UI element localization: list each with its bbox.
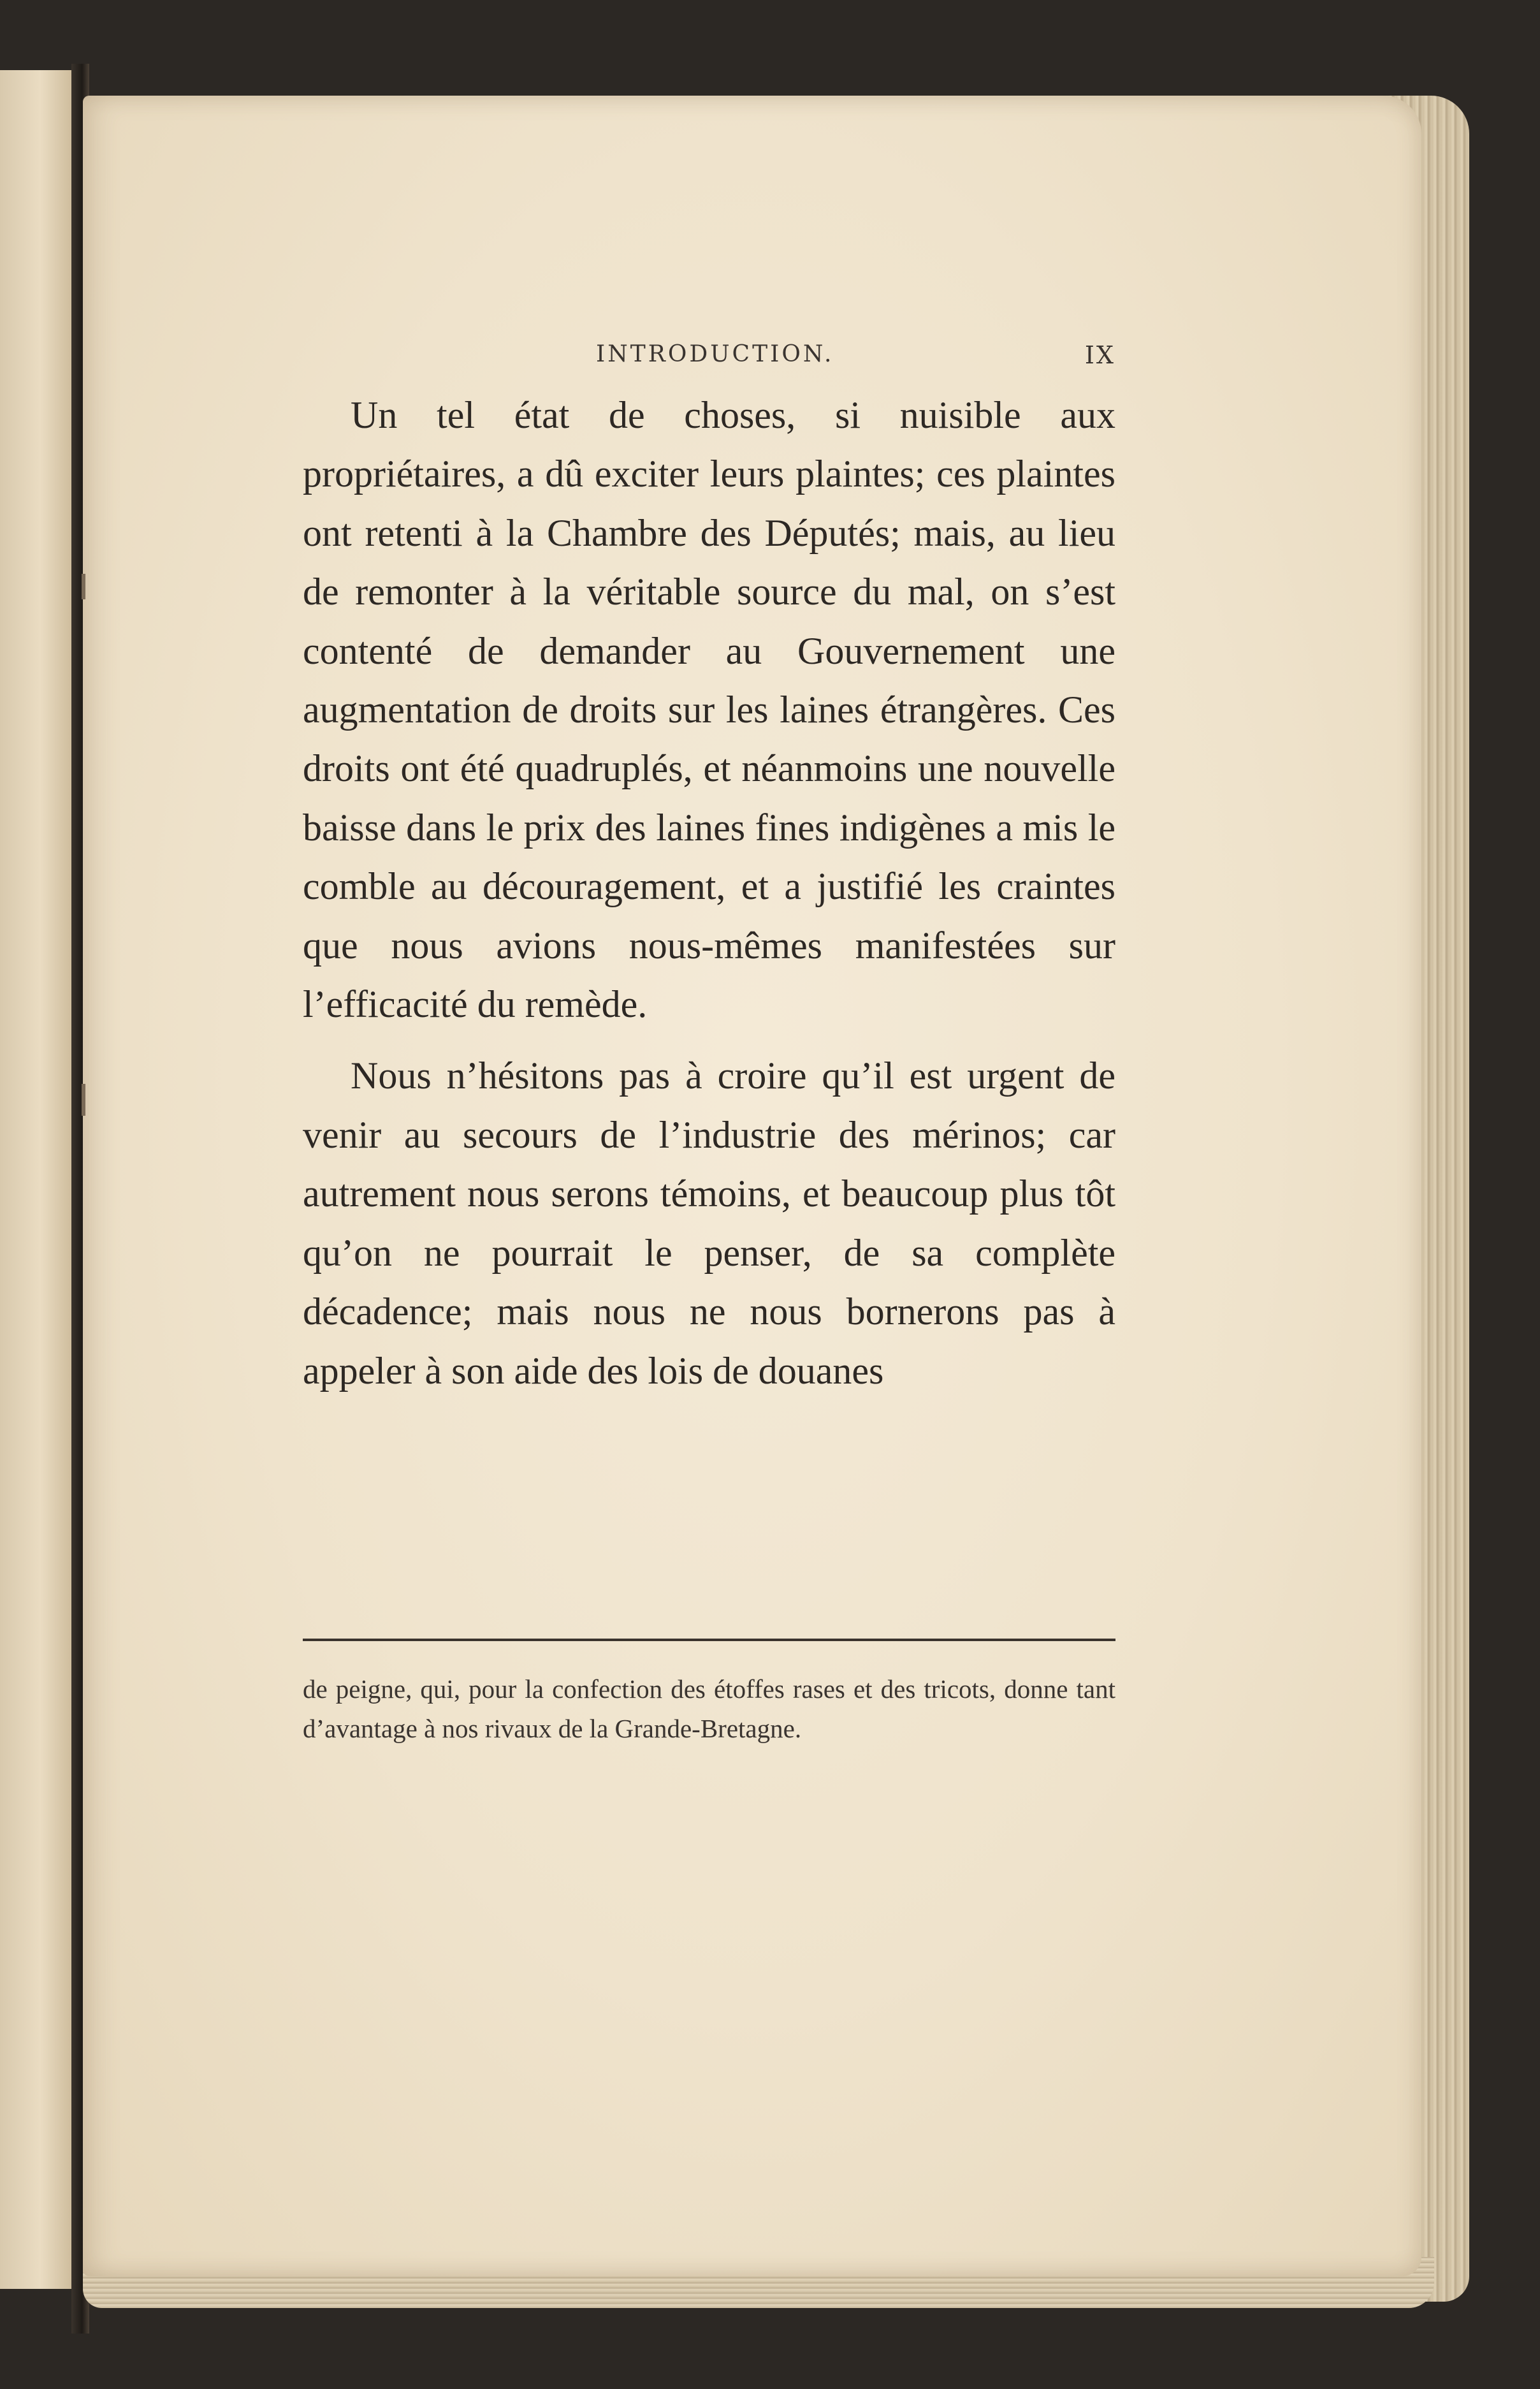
previous-leaf-edge xyxy=(0,70,76,2289)
page-number: IX xyxy=(1084,341,1115,369)
body-text xyxy=(303,386,1115,1400)
margin-mark xyxy=(82,1084,85,1116)
paragraph: Un tel état de choses, si nuisible aux propriétaires, a dû exciter leurs plaintes; ces plaintes ont retenti à la Chambre des Députés; mais, au lieu de remonter à la véritable source du mal, on s’est contenté de demander au Gouvernement une augmentation de droits sur les laines étrangères. Ces droits ont été quadruplés, et néanmoins une nouvelle baisse dans le prix des laines fines indigènes a mis le comble au découragement, et a justifié les craintes que nous avions nous-mêmes manifestées sur l’efficacité du remède. xyxy=(303,394,1115,1026)
running-head xyxy=(306,341,1115,379)
footnote: de peigne, qui, pour la confection des étoffes rases et des tricots, donne tant d’avantage à nos rivaux de la Grande-Bretagne. xyxy=(303,1674,1115,1743)
margin-mark xyxy=(82,574,85,599)
running-title: INTRODUCTION. xyxy=(596,341,834,367)
paragraph: Nous n’hésitons pas à croire qu’il est urgent de venir au secours de l’industrie des mérinos; car autrement nous serons témoins, et beaucoup plus tôt qu’on ne pourrait le penser, de sa complète décadence; mais nous ne nous bornerons pas à appeler à son aide des lois de douanes xyxy=(303,1055,1115,1392)
footnote-rule xyxy=(303,1639,1115,1641)
